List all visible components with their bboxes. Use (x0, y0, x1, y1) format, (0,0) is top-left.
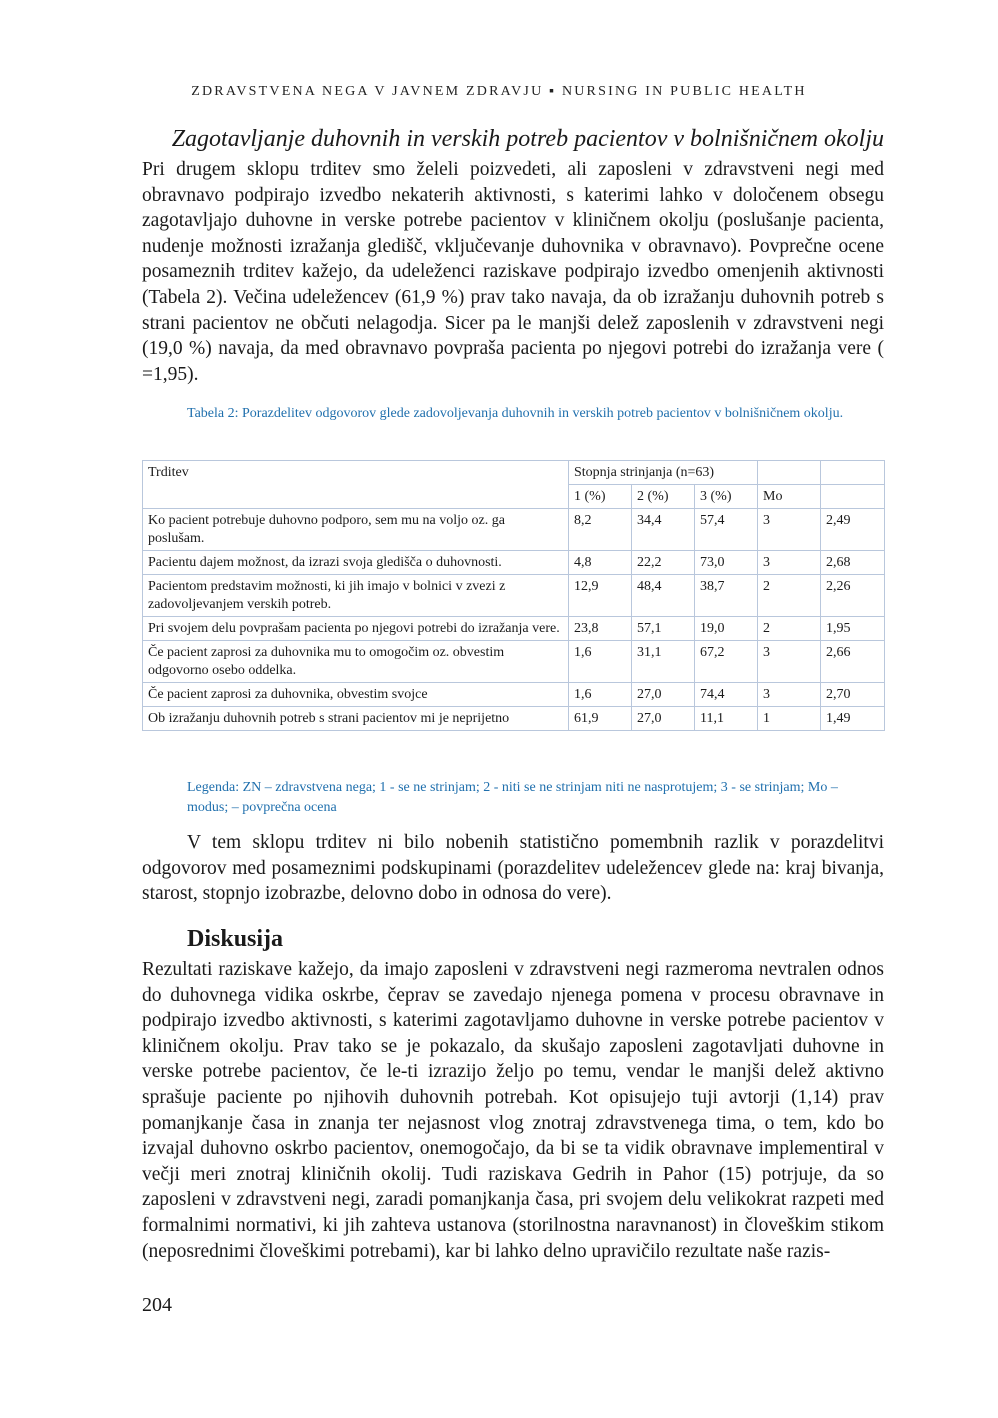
cell-pct-2: 48,4 (632, 575, 695, 617)
cell-pct-2: 34,4 (632, 509, 695, 551)
section-heading-diskusija: Diskusija (187, 926, 284, 952)
cell-mo: 1 (758, 707, 821, 731)
page-number: 204 (142, 1294, 172, 1316)
cell-pct-1: 4,8 (569, 551, 632, 575)
paragraph-subgroups: V tem sklopu trditev ni bilo nobenih statistično pomembnih razlik v porazdelitvi odgovorov med posameznimi podskupinami (porazdelitev udeležencev glede na: kraj bivanja, starost, stopnjo izobrazbe, delovno dobo in odnosa do vere). (142, 832, 884, 905)
cell-mo: 3 (758, 641, 821, 683)
cell-mean: 2,66 (821, 641, 885, 683)
cell-pct-2: 57,1 (632, 617, 695, 641)
table-row (143, 617, 885, 641)
cell-pct-2: 27,0 (632, 707, 695, 731)
paragraph-discussion: Rezultati raziskave kažejo, da imajo zaposleni v zdravstveni negi razmeroma nevtralen odnos do duhovnega vidika oskrbe, čeprav se zavedajo njenega pomena v procesu obravnave in podpirajo izvedbo aktivnosti, s katerimi zagotavljamo duhovne in verske potrebe pacientov v kliničnem okolju. Prav tako se je pokazalo, da skušajo zaposleni zagotavljati duhovne in verske potrebe pacientov, če le-ti izrazijo željo po temu, vendar le manjši delež aktivno sprašuje paciente po njihovih duhovnih potrebah. Kot opisujejo tuji avtorji (1,14) prav pomanjkanje časa in znanja ter nejasnost vlog znotraj zdravstvenega tima, o tem, kdo bo izvajal duhovno oskrbo pacientov, onemogočajo, da bi se ta vidik obravnave implementiral v večji meri znotraj kliničnih okolij. Tudi raziskava Gedrih in Pahor (15) potrjuje, da so zaposleni v zdravstveni negi, zaradi pomanjkanja časa, pri svojem delu velikokrat razpeti med formalnimi normativi, ki jih zahteva ustanova (storilnostna naravnanost) in človeškim stikom (neposrednimi človeškimi potrebami), kar bi lahko delno upravičilo rezultate naše razis- (142, 959, 884, 1262)
results-table (142, 460, 885, 731)
cell-pct-1: 1,6 (569, 683, 632, 707)
cell-mean: 2,26 (821, 575, 885, 617)
subheader-2: 2 (%) (632, 485, 695, 509)
row-label: Pri svojem delu povprašam pacienta po njegovi potrebi do izražanja vere. (143, 617, 569, 641)
subsection-heading: Zagotavljanje duhovnih in verskih potreb pacientov v bolnišničnem okolju (171, 126, 884, 152)
subheader-mo: Mo (758, 485, 821, 509)
cell-pct-2: 31,1 (632, 641, 695, 683)
cell-pct-1: 61,9 (569, 707, 632, 731)
header-trditev: Trditev (143, 461, 569, 509)
header-stopnja: Stopnja strinjanja (n=63) (569, 461, 758, 485)
subheader-1: 1 (%) (569, 485, 632, 509)
row-label: Pacientu dajem možnost, da izrazi svoja gledišča o duhovnosti. (143, 551, 569, 575)
cell-mo: 3 (758, 509, 821, 551)
table-header-row (143, 461, 885, 485)
table-caption: Tabela 2: Porazdelitev odgovorov glede zadovoljevanja duhovnih in verskih potreb pacientov v bolnišničnem okolju. (187, 406, 844, 421)
table-row (143, 575, 885, 617)
cell-mo: 2 (758, 575, 821, 617)
cell-mo: 3 (758, 683, 821, 707)
row-label: Če pacient zaprosi za duhovnika mu to omogočim oz. obvestim odgovorno osebo oddelka. (143, 641, 569, 683)
row-label: Ob izražanju duhovnih potreb s strani pacientov mi je neprijetno (143, 707, 569, 731)
cell-pct-3: 38,7 (695, 575, 758, 617)
table-row (143, 683, 885, 707)
cell-mean: 1,49 (821, 707, 885, 731)
row-label: Ko pacient potrebuje duhovno podporo, sem mu na voljo oz. ga poslušam. (143, 509, 569, 551)
cell-pct-1: 1,6 (569, 641, 632, 683)
cell-pct-3: 67,2 (695, 641, 758, 683)
cell-pct-3: 57,4 (695, 509, 758, 551)
cell-mo: 2 (758, 617, 821, 641)
cell-mo: 3 (758, 551, 821, 575)
subheader-mean (821, 485, 885, 509)
cell-pct-1: 23,8 (569, 617, 632, 641)
running-header: ZDRAVSTVENA NEGA V JAVNEM ZDRAVJU ▪ NURSING IN PUBLIC HEALTH (191, 84, 807, 99)
cell-pct-2: 27,0 (632, 683, 695, 707)
table-row (143, 707, 885, 731)
cell-mean: 2,49 (821, 509, 885, 551)
cell-pct-3: 74,4 (695, 683, 758, 707)
cell-pct-1: 8,2 (569, 509, 632, 551)
header-empty-cell (821, 461, 885, 485)
table-legend: Legenda: ZN – zdravstvena nega; 1 - se ne strinjam; 2 - niti se ne strinjam niti ne nasprotujem; 3 - se strinjam; Mo – modus; – povprečna ocena (187, 780, 838, 815)
table-row (143, 551, 885, 575)
cell-pct-2: 22,2 (632, 551, 695, 575)
cell-pct-3: 19,0 (695, 617, 758, 641)
subheader-3: 3 (%) (695, 485, 758, 509)
header-empty-cell (758, 461, 821, 485)
cell-pct-3: 11,1 (695, 707, 758, 731)
table-row (143, 641, 885, 683)
row-label: Pacientom predstavim možnosti, ki jih imajo v bolnici v zvezi z zadovoljevanjem verskih potreb. (143, 575, 569, 617)
cell-mean: 2,70 (821, 683, 885, 707)
cell-pct-3: 73,0 (695, 551, 758, 575)
row-label: Če pacient zaprosi za duhovnika, obvestim svojce (143, 683, 569, 707)
cell-mean: 1,95 (821, 617, 885, 641)
cell-mean: 2,68 (821, 551, 885, 575)
table-row (143, 509, 885, 551)
cell-pct-1: 12,9 (569, 575, 632, 617)
paragraph-results: Pri drugem sklopu trditev smo želeli poizvedeti, ali zaposleni v zdravstveni negi med obravnavo podpirajo izvedbo nekaterih aktivnosti, s katerimi lahko v določenem obsegu zagotavljajo duhovne in verske potrebe pacientov v kliničnem okolju (poslušanje pacienta, nudenje možnosti izražanja gledišč, vključevanje duhovnika v obravnavo). Povprečne ocene posameznih trditev kažejo, da udeleženci raziskave podpirajo izvedbo omenjenih aktivnosti (Tabela 2). Večina udeležencev (61,9 %) prav tako navaja, da ob izražanju duhovnih potreb s strani pacientov ne občuti nelagodja. Sicer pa le manjši delež zaposlenih v zdravstveni negi (19,0 %) navaja, da med obravnavo povpraša pacienta po njegovi potrebi do izražanja vere ( =1,95). (142, 159, 884, 385)
